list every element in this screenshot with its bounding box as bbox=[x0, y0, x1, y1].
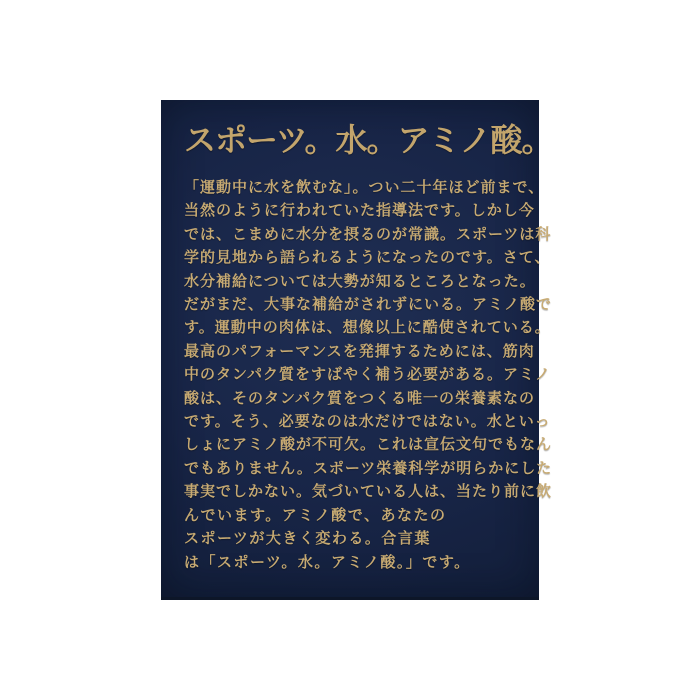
headline: スポーツ。水。アミノ酸。 bbox=[184, 122, 553, 158]
body-line: 最高のパフォーマンスを発揮するためには、筋肉 bbox=[184, 342, 535, 360]
body-line: 「運動中に水を飲むな」。つい二十年ほど前まで、 bbox=[184, 179, 545, 196]
body-line: しょにアミノ酸が不可欠。これは宣伝文句でもなん bbox=[184, 436, 553, 454]
ad-panel bbox=[161, 100, 553, 600]
body-line: でもありません。スポーツ栄養科学が明らかにした bbox=[184, 459, 553, 477]
body-line: 中のタンパク質をすばやく補う必要がある。アミノ bbox=[184, 366, 551, 384]
body-text bbox=[184, 176, 553, 574]
body-line: スポーツが大きく変わる。合言葉 bbox=[184, 530, 431, 548]
body-line: 当然のように行われていた指導法です。しかし今 bbox=[184, 202, 535, 220]
body-line: です。そう、必要なのは水だけではない。水といっ bbox=[184, 413, 551, 431]
body-line: では、こまめに水分を摂るのが常識。スポーツは科 bbox=[184, 225, 552, 243]
body-line: す。運動中の肉体は、想像以上に酷使されている。 bbox=[184, 319, 551, 337]
body-line: 酸は、そのタンパク質をつくる唯一の栄養素なの bbox=[184, 389, 535, 407]
body-line: は「スポーツ。水。アミノ酸。」です。 bbox=[184, 553, 471, 571]
body-line: 学的見地から語られるようになったのです。さて、 bbox=[184, 249, 551, 267]
body-line: だがまだ、大事な補給がされずにいる。アミノ酸で bbox=[184, 296, 553, 314]
body-line: 事実でしかない。気づいている人は、当たり前に飲 bbox=[184, 483, 553, 501]
body-line: 水分補給については大勢が知るところとなった。 bbox=[184, 272, 536, 290]
body-line: んでいます。アミノ酸で、あなたの bbox=[184, 506, 447, 524]
